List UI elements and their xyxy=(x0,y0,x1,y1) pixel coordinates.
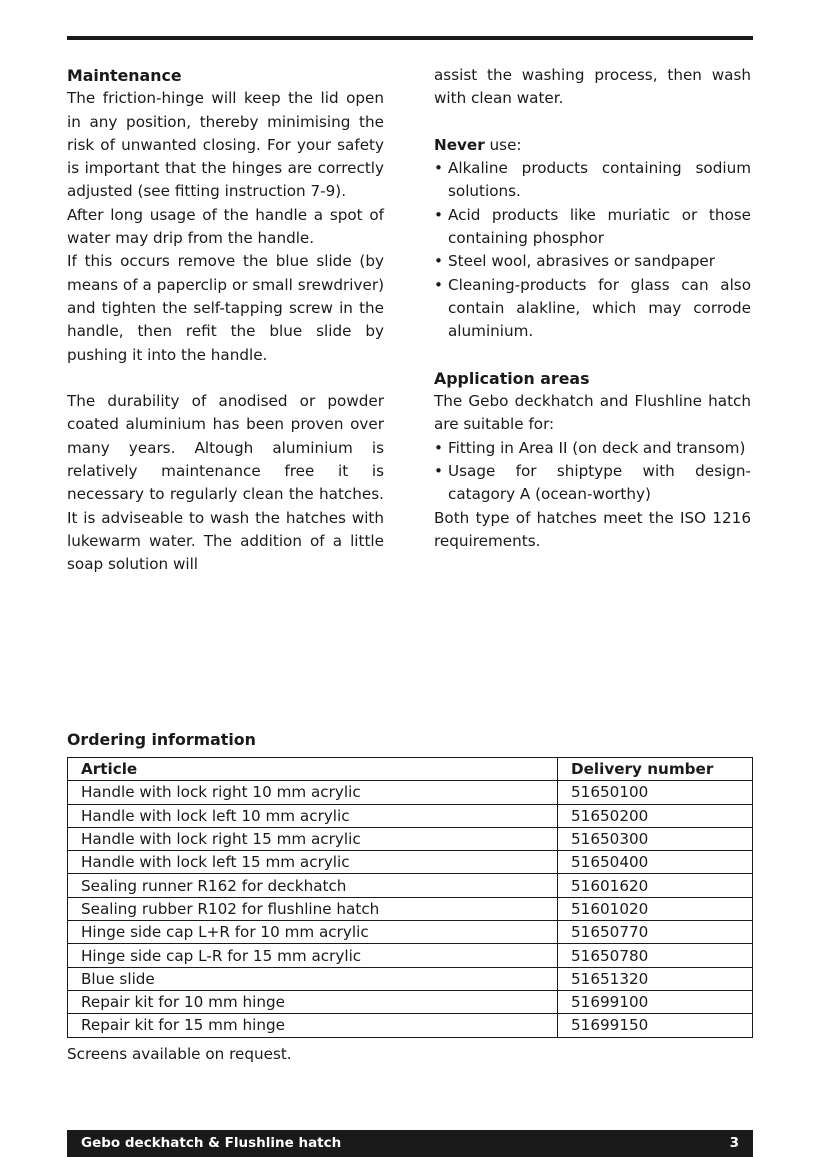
durability-paragraph: The durability of anodised or powder coated aluminium has been proven over many years. Altough aluminium is relatively maintenance free it is necessary to regularly clean the hatches. It is adviseable to wash the hatches with lukewarm water. The addition of a little soap solution will xyxy=(67,392,384,574)
delivery-number-cell: 51651320 xyxy=(558,967,753,990)
delivery-number-cell: 51601620 xyxy=(558,874,753,897)
maintenance-heading: Maintenance xyxy=(67,66,182,85)
delivery-number-cell: 51601020 xyxy=(558,897,753,920)
article-cell: Handle with lock right 15 mm acrylic xyxy=(68,827,558,850)
table-row xyxy=(68,897,753,920)
table-row xyxy=(68,874,753,897)
article-cell: Sealing runner R162 for deckhatch xyxy=(68,874,558,897)
table-row xyxy=(68,990,753,1013)
never-list-item: • Steel wool, abrasives or sandpaper xyxy=(434,250,751,273)
never-list-item: • Acid products like muriatic or those containing phosphor xyxy=(434,204,751,251)
table-row xyxy=(68,781,753,804)
washing-continuation: assist the washing process, then wash with clean water. xyxy=(434,66,751,108)
table-row xyxy=(68,1014,753,1037)
screens-note: Screens available on request. xyxy=(67,1045,292,1063)
never-list xyxy=(434,157,751,343)
article-cell: Handle with lock right 10 mm acrylic xyxy=(68,781,558,804)
table-row xyxy=(68,851,753,874)
header-article: Article xyxy=(68,758,558,781)
left-column xyxy=(67,64,384,577)
delivery-number-cell: 51650780 xyxy=(558,944,753,967)
article-cell: Handle with lock left 15 mm acrylic xyxy=(68,851,558,874)
never-suffix: use: xyxy=(484,135,522,154)
article-cell: Repair kit for 15 mm hinge xyxy=(68,1014,558,1037)
header-delivery-number: Delivery number xyxy=(558,758,753,781)
table-row xyxy=(68,827,753,850)
article-cell: Hinge side cap L-R for 15 mm acrylic xyxy=(68,944,558,967)
ordering-table xyxy=(67,757,753,1038)
table-row xyxy=(68,804,753,827)
table-row xyxy=(68,967,753,990)
ordering-title: Ordering information xyxy=(67,730,256,749)
footer-title: Gebo deckhatch & Flushline hatch xyxy=(81,1135,342,1151)
maintenance-paragraph: After long usage of the handle a spot of water may drip from the handle. xyxy=(67,205,384,248)
maintenance-paragraph: The friction-hinge will keep the lid open in any position, thereby minimising the risk of unwanted closing. For your safety is important that the hinges are correctly adjusted (see fitting instruction 7-9). xyxy=(67,89,384,201)
application-outro: Both type of hatches meet the ISO 1216 requirements. xyxy=(434,508,751,550)
application-heading: Application areas xyxy=(434,368,590,388)
page-number: 3 xyxy=(729,1135,739,1151)
maintenance-paragraph: If this occurs remove the blue slide (by means of a paperclip or small srewdriver) and tighten the self-tapping screw in the handle, then refit the blue slide by pushing it into the handle. xyxy=(67,252,384,364)
never-label: Never xyxy=(434,135,485,154)
application-list-item: • Usage for shiptype with design-catagory A (ocean-worthy) xyxy=(434,460,751,507)
right-column xyxy=(434,64,751,553)
delivery-number-cell: 51650200 xyxy=(558,804,753,827)
table-header-row xyxy=(68,758,753,781)
delivery-number-cell: 51650300 xyxy=(558,827,753,850)
delivery-number-cell: 51699150 xyxy=(558,1014,753,1037)
application-list-item: • Fitting in Area II (on deck and transom) xyxy=(434,437,751,460)
application-list xyxy=(434,437,751,507)
delivery-number-cell: 51650100 xyxy=(558,781,753,804)
table-row xyxy=(68,921,753,944)
application-intro: The Gebo deckhatch and Flushline hatch are suitable for: xyxy=(434,392,751,434)
article-cell: Blue slide xyxy=(68,967,558,990)
never-use-line xyxy=(434,134,751,157)
article-cell: Handle with lock left 10 mm acrylic xyxy=(68,804,558,827)
article-cell: Hinge side cap L+R for 10 mm acrylic xyxy=(68,921,558,944)
footer-bar xyxy=(67,1130,753,1157)
article-cell: Sealing rubber R102 for flushline hatch xyxy=(68,897,558,920)
never-list-item: • Alkaline products containing sodium solutions. xyxy=(434,157,751,204)
delivery-number-cell: 51650770 xyxy=(558,921,753,944)
top-rule xyxy=(67,36,753,40)
never-list-item: • Cleaning-products for glass can also contain alakline, which may corrode aluminium. xyxy=(434,274,751,344)
delivery-number-cell: 51699100 xyxy=(558,990,753,1013)
article-cell: Repair kit for 10 mm hinge xyxy=(68,990,558,1013)
delivery-number-cell: 51650400 xyxy=(558,851,753,874)
table-row xyxy=(68,944,753,967)
